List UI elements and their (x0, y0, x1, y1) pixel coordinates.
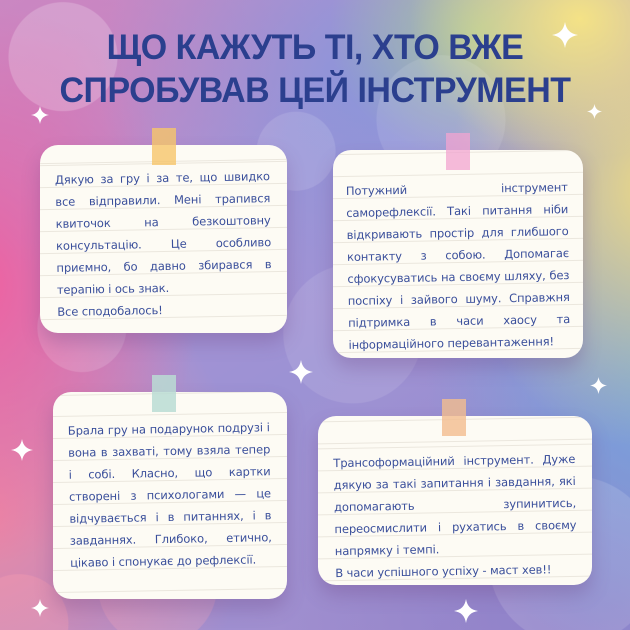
sparkle-icon (552, 22, 578, 48)
testimonial-card (40, 145, 287, 333)
note-paper (333, 150, 583, 358)
washi-tape-icon (152, 128, 176, 165)
washi-tape-icon (152, 375, 176, 412)
sparkle-icon (31, 599, 49, 617)
note-paper (318, 416, 592, 585)
sparkle-icon (590, 377, 607, 394)
washi-tape-icon (446, 133, 470, 170)
testimonial-text: Все сподобалось! (57, 303, 163, 319)
testimonial-card (333, 150, 583, 358)
testimonial-text-block (53, 392, 287, 599)
sparkle-icon (11, 439, 33, 461)
testimonial-text: В часи успішного успіху - маст хев!! (335, 562, 552, 581)
testimonial-card (53, 392, 287, 599)
testimonial-text-block (40, 145, 287, 333)
testimonial-card (318, 416, 592, 585)
sparkle-icon (587, 104, 602, 119)
testimonial-text: Трансоформаційний інструмент. Дуже дякую за такі запитання і завдання, які допомагають зупинитись, переосмислити і рухатись в своєму напрямку і темпі. (333, 451, 577, 559)
note-paper (53, 392, 287, 599)
sparkle-icon (31, 106, 49, 124)
page-title-line-2: СПРОБУВАВ ЦЕЙ ІНСТРУМЕНТ (59, 71, 571, 110)
page-title-line-1: ЩО КАЖУТЬ ТІ, ХТО ВЖЕ (106, 28, 524, 67)
testimonial-text-block (333, 150, 583, 358)
page-title (9, 26, 620, 112)
note-paper (40, 145, 287, 333)
testimonial-text: Брала гру на подарунок подрузі і вона в захваті, тому взяла тепер і собі. Класно, що картки створені з психологами — це відчувається і в питаннях, і в завданнях. Глибоко, етично, цікаво і спонукає до рефлексії. (67, 420, 272, 570)
sparkle-icon (289, 360, 313, 384)
testimonial-text: Потужний інструмент саморефлексії. Такі питання ніби відкривають простір для глибшого контакту з собою. Допомагає сфокусуватись на своєму шляху, без поспіху і зайвого шуму. Справжня підтримка в часи хаосу та інформаційного перевантаження! (345, 180, 571, 352)
testimonial-text: Дякую за гру і за те, що швидко все відправили. Мені трапився квиточок на безкоштовну консультацію. Це особливо приємно, бо давно збирався в терапію і ось знак. (54, 169, 272, 297)
testimonial-text-block (318, 416, 592, 585)
washi-tape-icon (442, 399, 466, 436)
sparkle-icon (454, 599, 478, 623)
